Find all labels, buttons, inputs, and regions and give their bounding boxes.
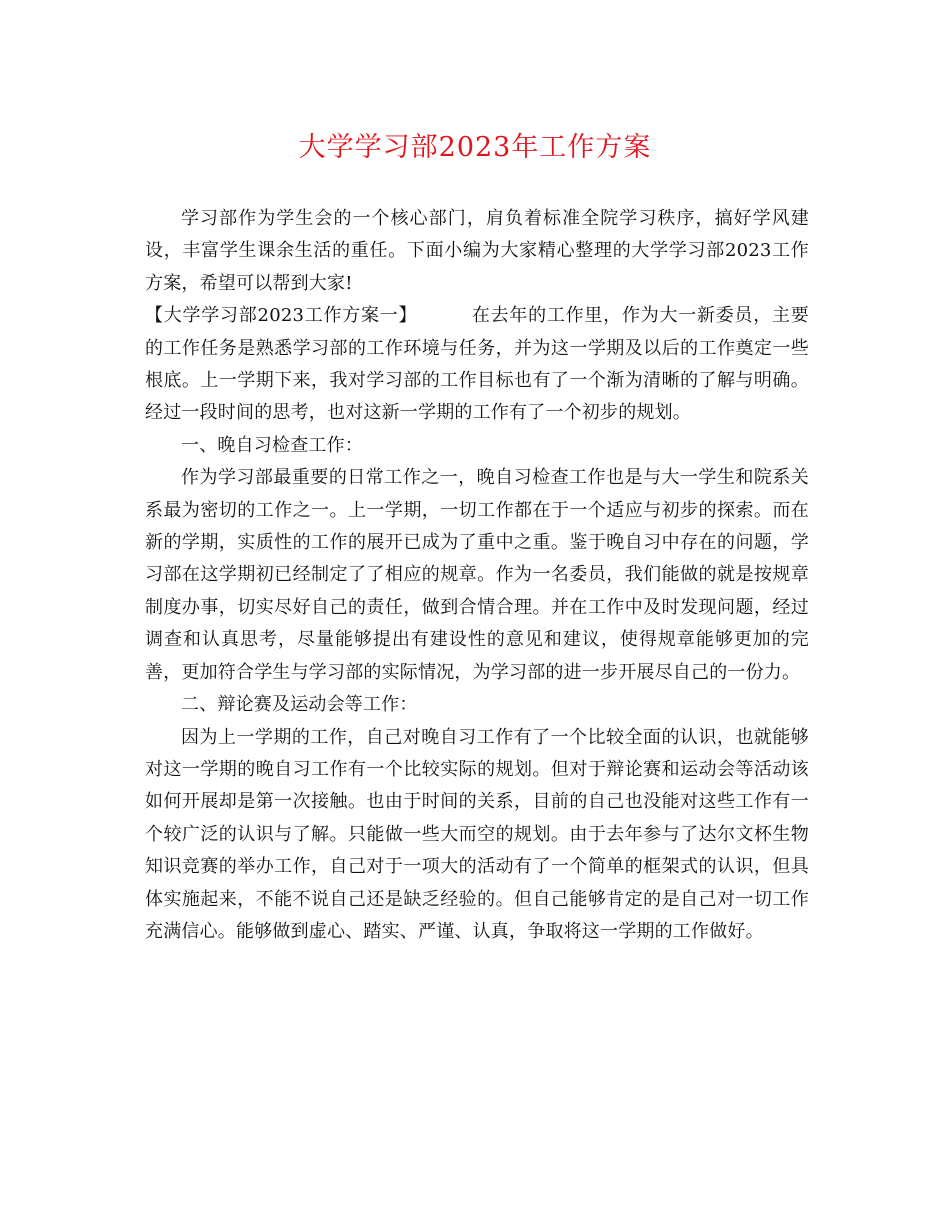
- section-intro: 在去年的工作里，作为大一新委员，主要的工作任务是熟悉学习部的工作环境与任务，并为这一学期及以后的工作奠定一些根底。上一学期下来，我对学习部的工作目标也有了一个渐为清晰的了解与明确。经过一段时间的思考，也对这新一学期的工作有了一个初步的规划。: [145, 305, 809, 424]
- heading-2: 二、辩论赛及运动会等工作：: [181, 694, 418, 716]
- document-title: 大学学习部2023年工作方案: [298, 132, 652, 163]
- intro-paragraph: 学习部作为学生会的一个核心部门，肩负着标准全院学习秩序，搞好学风建设，丰富学生课余生活的重任。下面小编为大家精心整理的大学学习部2023工作方案，希望可以帮到大家!: [145, 208, 809, 294]
- paragraph-2: 因为上一学期的工作，自己对晚自习工作有了一个比较全面的认识，也就能够对这一学期的晚自习工作有一个比较实际的规划。但对于辩论赛和运动会等活动该如何开展却是第一次接触。也由于时间的关系，目前的自己也没能对这些工作有一个较广泛的认识与了解。只能做一些大而空的规划。由于去年参与了达尔文杯生物知识竞赛的举办工作，自己对于一项大的活动有了一个简单的框架式的认识，但具体实施起来，不能不说自己还是缺乏经验的。但自己能够肯定的是自己对一切工作充满信心。能够做到虚心、踏实、严谨、认真，争取将这一学期的工作做好。: [145, 726, 809, 942]
- section-label: 【大学学习部2023工作方案一】: [145, 305, 418, 327]
- heading-1: 一、晚自习检查工作：: [181, 434, 363, 456]
- document-body: [145, 203, 809, 948]
- section-paragraph: [145, 300, 809, 430]
- paragraph-1: 作为学习部最重要的日常工作之一，晚自习检查工作也是与大一学生和院系关系最为密切的工作之一。上一学期，一切工作都在于一个适应与初步的探索。而在新的学期，实质性的工作的展开已成为了重中之重。鉴于晚自习中存在的问题，学习部在这学期初已经制定了了相应的规章。作为一名委员，我们能做的就是按规章制度办事，切实尽好自己的责任，做到合情合理。并在工作中及时发现问题，经过调查和认真思考，尽量能够提出有建设性的意见和建议，使得规章能够更加的完善，更加符合学生与学习部的实际情况，为学习部的进一步开展尽自己的一份力。: [145, 467, 809, 683]
